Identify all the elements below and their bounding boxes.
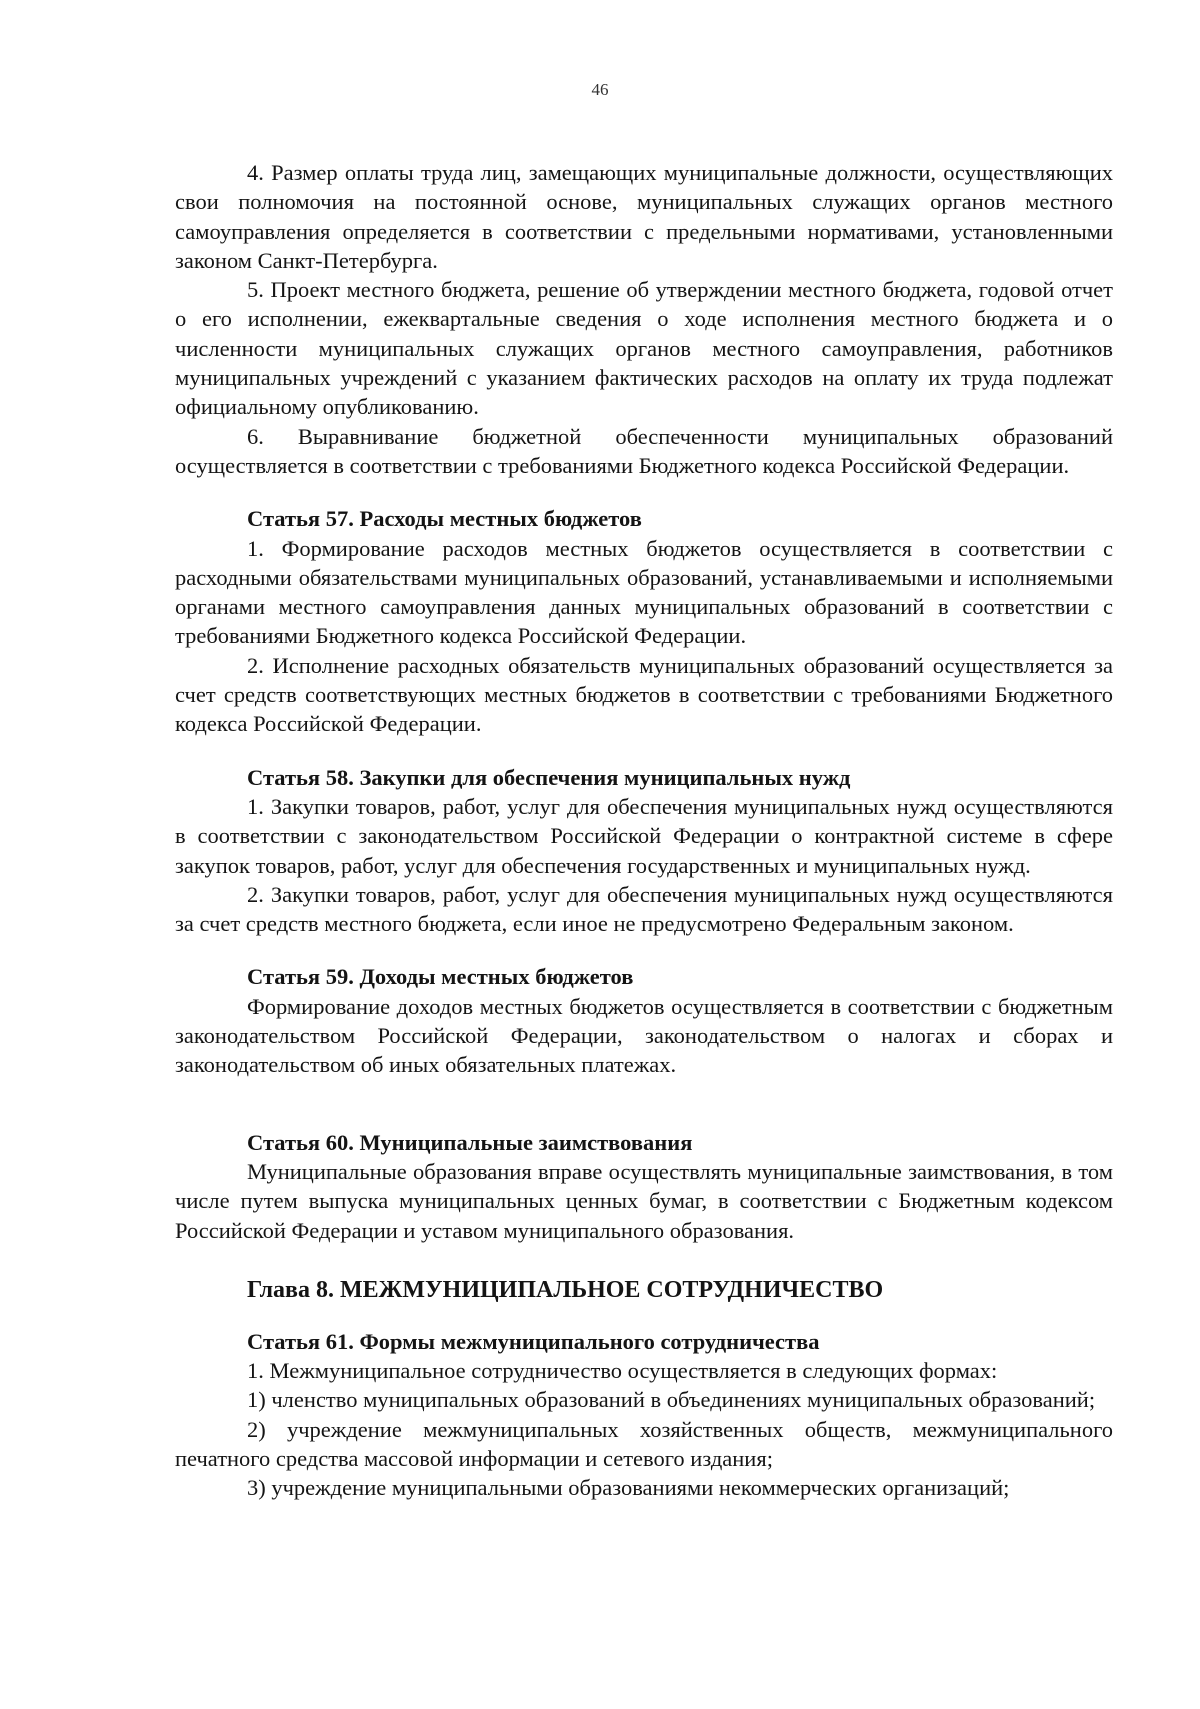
article-57-paragraph-1: 1. Формирование расходов местных бюджетов осуществляется в соответствии с расходными обязательствами муниципальных образований, устанавливаемыми и исполняемыми органами местного самоуправления данных муниципальных образований в соответствии с требованиями Бюджетного кодекса Российской Федерации. xyxy=(175,535,1113,649)
paragraph-salary: 4. Размер оплаты труда лиц, замещающих муниципальные должности, осуществляющих свои полномочия на постоянной основе, муниципальных служащих органов местного самоуправления определяется в соответствии с предельными нормативами, установленными законом Санкт-Петербурга. xyxy=(175,160,1113,273)
article-60-paragraph: Муниципальные образования вправе осуществлять муниципальные заимствования, в том числе путем выпуска муниципальных ценных бумаг, в соответствии с Бюджетным кодексом Российской Федерации и уставом муниципального образования. xyxy=(175,1158,1113,1243)
article-57-heading: Статья 57. Расходы местных бюджетов xyxy=(247,506,642,532)
article-59-heading: Статья 59. Доходы местных бюджетов xyxy=(247,964,634,990)
paragraph-budget-equalization: 6. Выравнивание бюджетной обеспеченности муниципальных образований осуществляется в соответствии с требованиями Бюджетного кодекса Российской Федерации. xyxy=(175,423,1113,478)
article-61-item-1: 1) членство муниципальных образований в объединениях муниципальных образований; xyxy=(247,1387,1096,1413)
article-58-paragraph-1: 1. Закупки товаров, работ, услуг для обеспечения муниципальных нужд осуществляются в соответствии с законодательством Российской Федерации о контрактной системе в сфере закупок товаров, работ, услуг для обеспечения государственных и муниципальных нужд. xyxy=(175,793,1113,878)
page-number: 46 xyxy=(591,80,609,99)
article-61-paragraph-1: 1. Межмуниципальное сотрудничество осуществляется в следующих формах: xyxy=(247,1358,998,1384)
article-61-item-3: 3) учреждение муниципальными образованиями некоммерческих организаций; xyxy=(247,1475,1010,1501)
article-61-heading: Статья 61. Формы межмуниципального сотрудничества xyxy=(247,1328,820,1354)
chapter-8-heading: Глава 8. МЕЖМУНИЦИПАЛЬНОЕ СОТРУДНИЧЕСТВО xyxy=(247,1276,884,1303)
article-57-paragraph-2: 2. Исполнение расходных обязательств муниципальных образований осуществляется за счет средств соответствующих местных бюджетов в соответствии с требованиями Бюджетного кодекса Российской Федерации. xyxy=(175,652,1113,737)
article-59-paragraph: Формирование доходов местных бюджетов осуществляется в соответствии с бюджетным законодательством Российской Федерации, законодательством о налогах и сборах и законодательством об иных обязательных платежах. xyxy=(175,993,1113,1078)
article-61-item-2: 2) учреждение межмуниципальных хозяйственных обществ, межмуниципального печатного средства массовой информации и сетевого издания; xyxy=(175,1416,1113,1471)
article-58-heading: Статья 58. Закупки для обеспечения муниципальных нужд xyxy=(247,764,851,790)
document-body xyxy=(175,158,1113,1503)
article-58-paragraph-2: 2. Закупки товаров, работ, услуг для обеспечения муниципальных нужд осуществляются за счет средств местного бюджета, если иное не предусмотрено Федеральным законом. xyxy=(175,881,1113,937)
article-60-heading: Статья 60. Муниципальные заимствования xyxy=(247,1129,693,1155)
paragraph-budget-publication: 5. Проект местного бюджета, решение об утверждении местного бюджета, годовой отчет о его исполнении, ежеквартальные сведения о ходе исполнения местного бюджета и о численности муниципальных служащих органов местного самоуправления, работников муниципальных учреждений с указанием фактических расходов на оплату их труда подлежат официальному опубликованию. xyxy=(175,277,1113,420)
